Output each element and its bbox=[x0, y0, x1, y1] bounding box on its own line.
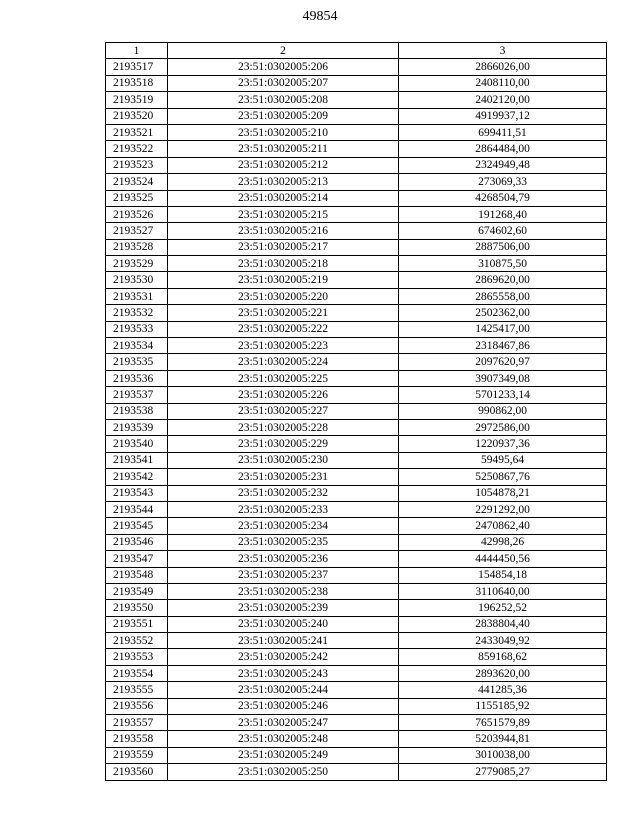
value-cell: 2433049,92 bbox=[399, 633, 607, 649]
row-number-cell: 2193544 bbox=[106, 501, 168, 517]
table-row bbox=[106, 518, 607, 534]
value-cell: 2869620,00 bbox=[399, 272, 607, 288]
cadastral-number-cell: 23:51:0302005:248 bbox=[168, 731, 399, 747]
cadastral-number-cell: 23:51:0302005:213 bbox=[168, 174, 399, 190]
row-number-cell: 2193524 bbox=[106, 174, 168, 190]
table-row bbox=[106, 567, 607, 583]
value-cell: 2887506,00 bbox=[399, 239, 607, 255]
row-number-cell: 2193532 bbox=[106, 305, 168, 321]
value-cell: 2972586,00 bbox=[399, 419, 607, 435]
value-cell: 1220937,36 bbox=[399, 436, 607, 452]
value-cell: 5250867,76 bbox=[399, 469, 607, 485]
value-cell: 3110640,00 bbox=[399, 583, 607, 599]
value-cell: 310875,50 bbox=[399, 256, 607, 272]
row-number-cell: 2193560 bbox=[106, 764, 168, 780]
cadastral-number-cell: 23:51:0302005:249 bbox=[168, 747, 399, 763]
value-cell: 2502362,00 bbox=[399, 305, 607, 321]
cadastral-number-cell: 23:51:0302005:244 bbox=[168, 682, 399, 698]
row-number-cell: 2193555 bbox=[106, 682, 168, 698]
cadastral-number-cell: 23:51:0302005:222 bbox=[168, 321, 399, 337]
value-cell: 1155185,92 bbox=[399, 698, 607, 714]
cadastral-number-cell: 23:51:0302005:231 bbox=[168, 469, 399, 485]
table-row bbox=[106, 141, 607, 157]
table-row bbox=[106, 436, 607, 452]
value-cell: 699411,51 bbox=[399, 124, 607, 140]
cadastral-number-cell: 23:51:0302005:250 bbox=[168, 764, 399, 780]
row-number-cell: 2193517 bbox=[106, 59, 168, 75]
row-number-cell: 2193536 bbox=[106, 370, 168, 386]
row-number-cell: 2193558 bbox=[106, 731, 168, 747]
cadastral-number-cell: 23:51:0302005:229 bbox=[168, 436, 399, 452]
cadastral-number-cell: 23:51:0302005:214 bbox=[168, 190, 399, 206]
cadastral-number-cell: 23:51:0302005:223 bbox=[168, 338, 399, 354]
value-cell: 2402120,00 bbox=[399, 92, 607, 108]
value-cell: 2893620,00 bbox=[399, 665, 607, 681]
cadastral-number-cell: 23:51:0302005:243 bbox=[168, 665, 399, 681]
row-number-cell: 2193533 bbox=[106, 321, 168, 337]
cadastral-number-cell: 23:51:0302005:208 bbox=[168, 92, 399, 108]
cadastral-number-cell: 23:51:0302005:235 bbox=[168, 534, 399, 550]
table-row bbox=[106, 682, 607, 698]
value-cell: 2838804,40 bbox=[399, 616, 607, 632]
cadastral-number-cell: 23:51:0302005:242 bbox=[168, 649, 399, 665]
cadastral-number-cell: 23:51:0302005:241 bbox=[168, 633, 399, 649]
cadastral-number-cell: 23:51:0302005:218 bbox=[168, 256, 399, 272]
cadastral-number-cell: 23:51:0302005:215 bbox=[168, 206, 399, 222]
value-cell: 3010038,00 bbox=[399, 747, 607, 763]
cadastral-number-cell: 23:51:0302005:232 bbox=[168, 485, 399, 501]
row-number-cell: 2193523 bbox=[106, 157, 168, 173]
cadastral-number-cell: 23:51:0302005:230 bbox=[168, 452, 399, 468]
table-row bbox=[106, 370, 607, 386]
page-number: 49854 bbox=[302, 9, 338, 24]
row-number-cell: 2193520 bbox=[106, 108, 168, 124]
value-cell: 2408110,00 bbox=[399, 75, 607, 91]
row-number-cell: 2193521 bbox=[106, 124, 168, 140]
value-cell: 2864484,00 bbox=[399, 141, 607, 157]
table-row bbox=[106, 256, 607, 272]
table-row bbox=[106, 665, 607, 681]
cadastral-number-cell: 23:51:0302005:206 bbox=[168, 59, 399, 75]
data-table bbox=[105, 42, 607, 781]
cadastral-number-cell: 23:51:0302005:210 bbox=[168, 124, 399, 140]
row-number-cell: 2193540 bbox=[106, 436, 168, 452]
row-number-cell: 2193529 bbox=[106, 256, 168, 272]
value-cell: 5701233,14 bbox=[399, 387, 607, 403]
table-row bbox=[106, 354, 607, 370]
row-number-cell: 2193547 bbox=[106, 551, 168, 567]
cadastral-number-cell: 23:51:0302005:217 bbox=[168, 239, 399, 255]
table-row bbox=[106, 452, 607, 468]
row-number-cell: 2193526 bbox=[106, 206, 168, 222]
row-number-cell: 2193519 bbox=[106, 92, 168, 108]
cadastral-number-cell: 23:51:0302005:221 bbox=[168, 305, 399, 321]
table-row bbox=[106, 272, 607, 288]
row-number-cell: 2193537 bbox=[106, 387, 168, 403]
row-number-cell: 2193525 bbox=[106, 190, 168, 206]
value-cell: 59495,64 bbox=[399, 452, 607, 468]
table-row bbox=[106, 321, 607, 337]
value-cell: 1054878,21 bbox=[399, 485, 607, 501]
row-number-cell: 2193518 bbox=[106, 75, 168, 91]
row-number-cell: 2193548 bbox=[106, 567, 168, 583]
row-number-cell: 2193556 bbox=[106, 698, 168, 714]
value-cell: 1425417,00 bbox=[399, 321, 607, 337]
row-number-cell: 2193530 bbox=[106, 272, 168, 288]
table-row bbox=[106, 239, 607, 255]
cadastral-number-cell: 23:51:0302005:240 bbox=[168, 616, 399, 632]
value-cell: 2097620,97 bbox=[399, 354, 607, 370]
row-number-cell: 2193541 bbox=[106, 452, 168, 468]
table-row bbox=[106, 59, 607, 75]
row-number-cell: 2193531 bbox=[106, 288, 168, 304]
value-cell: 2470862,40 bbox=[399, 518, 607, 534]
table-row bbox=[106, 190, 607, 206]
value-cell: 196252,52 bbox=[399, 600, 607, 616]
table-row bbox=[106, 551, 607, 567]
table-row bbox=[106, 633, 607, 649]
row-number-cell: 2193545 bbox=[106, 518, 168, 534]
table-header-row bbox=[106, 43, 607, 59]
value-cell: 4444450,56 bbox=[399, 551, 607, 567]
cadastral-number-cell: 23:51:0302005:211 bbox=[168, 141, 399, 157]
table-row bbox=[106, 124, 607, 140]
row-number-cell: 2193549 bbox=[106, 583, 168, 599]
value-cell: 42998,26 bbox=[399, 534, 607, 550]
value-cell: 191268,40 bbox=[399, 206, 607, 222]
cadastral-number-cell: 23:51:0302005:246 bbox=[168, 698, 399, 714]
table-row bbox=[106, 387, 607, 403]
table-row bbox=[106, 600, 607, 616]
row-number-cell: 2193546 bbox=[106, 534, 168, 550]
value-cell: 2866026,00 bbox=[399, 59, 607, 75]
cadastral-number-cell: 23:51:0302005:219 bbox=[168, 272, 399, 288]
cadastral-number-cell: 23:51:0302005:220 bbox=[168, 288, 399, 304]
table-row bbox=[106, 223, 607, 239]
table-row bbox=[106, 469, 607, 485]
cadastral-number-cell: 23:51:0302005:225 bbox=[168, 370, 399, 386]
table-row bbox=[106, 764, 607, 780]
value-cell: 2291292,00 bbox=[399, 501, 607, 517]
cadastral-number-cell: 23:51:0302005:212 bbox=[168, 157, 399, 173]
row-number-cell: 2193550 bbox=[106, 600, 168, 616]
cadastral-number-cell: 23:51:0302005:239 bbox=[168, 600, 399, 616]
table-row bbox=[106, 731, 607, 747]
table-row bbox=[106, 715, 607, 731]
value-cell: 273069,33 bbox=[399, 174, 607, 190]
row-number-cell: 2193542 bbox=[106, 469, 168, 485]
table-row bbox=[106, 288, 607, 304]
table-row bbox=[106, 501, 607, 517]
row-number-cell: 2193539 bbox=[106, 419, 168, 435]
value-cell: 4268504,79 bbox=[399, 190, 607, 206]
cadastral-number-cell: 23:51:0302005:227 bbox=[168, 403, 399, 419]
row-number-cell: 2193528 bbox=[106, 239, 168, 255]
row-number-cell: 2193557 bbox=[106, 715, 168, 731]
row-number-cell: 2193554 bbox=[106, 665, 168, 681]
cadastral-number-cell: 23:51:0302005:216 bbox=[168, 223, 399, 239]
table-row bbox=[106, 108, 607, 124]
table-body bbox=[106, 59, 607, 780]
table-row bbox=[106, 75, 607, 91]
row-number-cell: 2193538 bbox=[106, 403, 168, 419]
column-header: 3 bbox=[399, 43, 607, 59]
row-number-cell: 2193551 bbox=[106, 616, 168, 632]
cadastral-number-cell: 23:51:0302005:224 bbox=[168, 354, 399, 370]
row-number-cell: 2193522 bbox=[106, 141, 168, 157]
table-row bbox=[106, 485, 607, 501]
row-number-cell: 2193534 bbox=[106, 338, 168, 354]
cadastral-number-cell: 23:51:0302005:207 bbox=[168, 75, 399, 91]
cadastral-number-cell: 23:51:0302005:228 bbox=[168, 419, 399, 435]
cadastral-number-cell: 23:51:0302005:233 bbox=[168, 501, 399, 517]
value-cell: 674602,60 bbox=[399, 223, 607, 239]
value-cell: 859168,62 bbox=[399, 649, 607, 665]
value-cell: 990862,00 bbox=[399, 403, 607, 419]
cadastral-number-cell: 23:51:0302005:226 bbox=[168, 387, 399, 403]
row-number-cell: 2193552 bbox=[106, 633, 168, 649]
value-cell: 2779085,27 bbox=[399, 764, 607, 780]
column-header: 1 bbox=[106, 43, 168, 59]
table-row bbox=[106, 206, 607, 222]
table-row bbox=[106, 403, 607, 419]
table-row bbox=[106, 419, 607, 435]
cadastral-number-cell: 23:51:0302005:209 bbox=[168, 108, 399, 124]
table-row bbox=[106, 92, 607, 108]
table-row bbox=[106, 616, 607, 632]
row-number-cell: 2193553 bbox=[106, 649, 168, 665]
table-row bbox=[106, 534, 607, 550]
column-header: 2 bbox=[168, 43, 399, 59]
row-number-cell: 2193543 bbox=[106, 485, 168, 501]
row-number-cell: 2193535 bbox=[106, 354, 168, 370]
value-cell: 7651579,89 bbox=[399, 715, 607, 731]
value-cell: 3907349,08 bbox=[399, 370, 607, 386]
table-row bbox=[106, 747, 607, 763]
value-cell: 2865558,00 bbox=[399, 288, 607, 304]
row-number-cell: 2193527 bbox=[106, 223, 168, 239]
cadastral-number-cell: 23:51:0302005:234 bbox=[168, 518, 399, 534]
cadastral-number-cell: 23:51:0302005:237 bbox=[168, 567, 399, 583]
cadastral-number-cell: 23:51:0302005:236 bbox=[168, 551, 399, 567]
table-row bbox=[106, 305, 607, 321]
row-number-cell: 2193559 bbox=[106, 747, 168, 763]
cadastral-number-cell: 23:51:0302005:247 bbox=[168, 715, 399, 731]
value-cell: 5203944,81 bbox=[399, 731, 607, 747]
cadastral-number-cell: 23:51:0302005:238 bbox=[168, 583, 399, 599]
table-row bbox=[106, 338, 607, 354]
value-cell: 4919937,12 bbox=[399, 108, 607, 124]
value-cell: 441285,36 bbox=[399, 682, 607, 698]
value-cell: 2318467,86 bbox=[399, 338, 607, 354]
table-row bbox=[106, 583, 607, 599]
value-cell: 154854,18 bbox=[399, 567, 607, 583]
table-row bbox=[106, 157, 607, 173]
table-row bbox=[106, 649, 607, 665]
table-row bbox=[106, 174, 607, 190]
table-row bbox=[106, 698, 607, 714]
value-cell: 2324949,48 bbox=[399, 157, 607, 173]
